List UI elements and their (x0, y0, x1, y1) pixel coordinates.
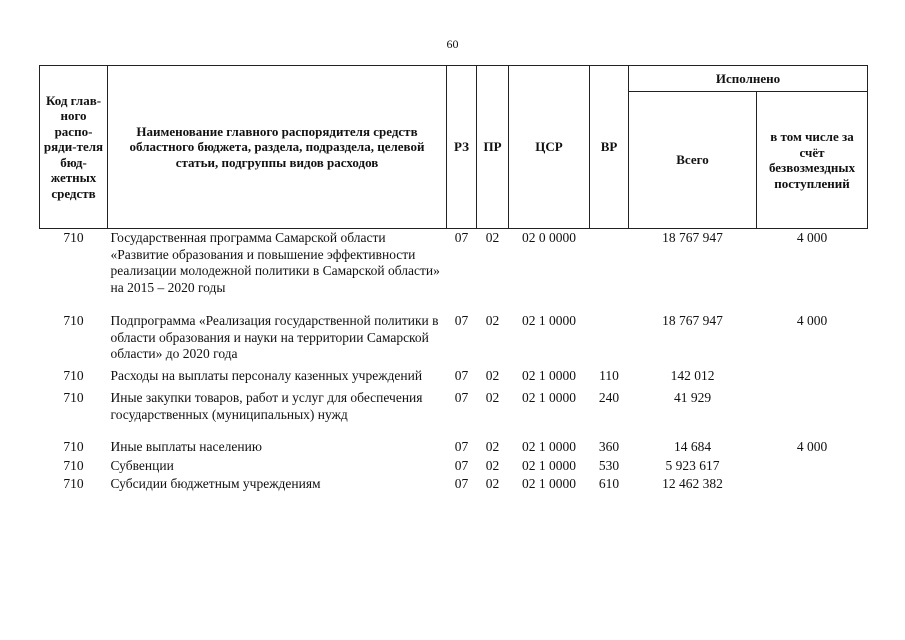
header-free: в том числе за счёт безвозмездных поступлений (757, 92, 868, 229)
cell-free (757, 458, 868, 477)
cell-total: 14 684 (673, 439, 712, 454)
header-csr: ЦСР (509, 66, 590, 229)
cell-total: 18 767 947 (662, 313, 723, 328)
cell-pr: 02 (485, 390, 500, 405)
cell-free (757, 366, 868, 390)
cell-total: 41 929 (673, 390, 712, 405)
cell-name: Субвенции (110, 457, 174, 473)
cell-csr: 02 1 0000 (522, 439, 576, 454)
table-row (40, 313, 868, 366)
header-total: Всего (629, 92, 757, 229)
cell-code: 710 (63, 230, 84, 245)
cell-code: 710 (63, 390, 84, 405)
cell-name: Расходы на выплаты персоналу казенных учреждений (110, 367, 423, 383)
cell-name: Субсидии бюджетным учреждениям (110, 476, 321, 491)
table-row (40, 229, 868, 314)
cell-vr: 610 (598, 476, 620, 491)
cell-code: 710 (63, 457, 84, 473)
cell-pr: 02 (485, 439, 500, 454)
cell-pr: 02 (485, 457, 500, 473)
cell-pr: 02 (485, 367, 500, 383)
table-row (40, 366, 868, 390)
cell-total: 12 462 382 (662, 476, 723, 491)
header-executed: Исполнено (629, 66, 868, 92)
cell-csr: 02 1 0000 (522, 457, 576, 473)
cell-free (757, 389, 868, 423)
cell-name: Иные выплаты населению (110, 439, 262, 454)
cell-total: 142 012 (670, 367, 715, 383)
header-rz: РЗ (447, 66, 477, 229)
table-row (40, 476, 868, 493)
cell-rz: 07 (454, 439, 469, 454)
cell-free (757, 476, 868, 493)
cell-csr: 02 1 0000 (522, 476, 576, 491)
header-code: Код глав-ного распо-ряди-теля бюд-жетных средств (40, 66, 108, 229)
cell-code: 710 (63, 367, 84, 383)
cell-vr: 240 (598, 390, 620, 405)
cell-vr: 530 (598, 457, 620, 473)
header-vr: ВР (590, 66, 629, 229)
cell-pr: 02 (485, 230, 500, 245)
cell-code: 710 (63, 476, 84, 491)
cell-vr (590, 229, 629, 314)
cell-code: 710 (63, 439, 84, 454)
cell-rz: 07 (454, 457, 469, 473)
cell-name: Подпрограмма «Реализация государственной политики в области образования и науки на территории Самарской области» до 2020 года (110, 313, 439, 361)
budget-table (39, 65, 868, 493)
table-row (40, 423, 868, 458)
table-row (40, 389, 868, 423)
cell-total: 5 923 617 (665, 457, 720, 473)
cell-name: Государственная программа Самарской области «Развитие образования и повышение эффективности реализации молодежной политики в Самарской области» на 2015 – 2020 годы (110, 230, 440, 295)
cell-vr (590, 313, 629, 366)
header-name: Наименование главного распорядителя средств областного бюджета, раздела, подраздела, целевой статьи, подгруппы видов расходов (108, 66, 447, 229)
cell-rz: 07 (454, 367, 469, 383)
cell-rz: 07 (454, 313, 469, 328)
cell-vr: 110 (599, 367, 619, 383)
cell-code: 710 (63, 313, 84, 328)
cell-csr: 02 0 0000 (522, 230, 576, 245)
cell-pr: 02 (485, 476, 500, 491)
table-row (40, 458, 868, 477)
cell-csr: 02 1 0000 (522, 313, 576, 328)
cell-pr: 02 (485, 313, 500, 328)
cell-rz: 07 (454, 390, 469, 405)
cell-free: 4 000 (796, 439, 828, 454)
header-pr: ПР (477, 66, 509, 229)
cell-free: 4 000 (796, 313, 828, 328)
cell-csr: 02 1 0000 (522, 390, 576, 405)
cell-csr: 02 1 0000 (522, 367, 576, 383)
cell-name: Иные закупки товаров, работ и услуг для обеспечения государственных (муниципальных) нужд (110, 390, 423, 422)
cell-rz: 07 (454, 476, 469, 491)
cell-free: 4 000 (796, 230, 828, 245)
cell-total: 18 767 947 (662, 230, 723, 245)
page-number: 60 (446, 37, 459, 51)
cell-vr: 360 (598, 439, 620, 454)
cell-rz: 07 (454, 230, 469, 245)
